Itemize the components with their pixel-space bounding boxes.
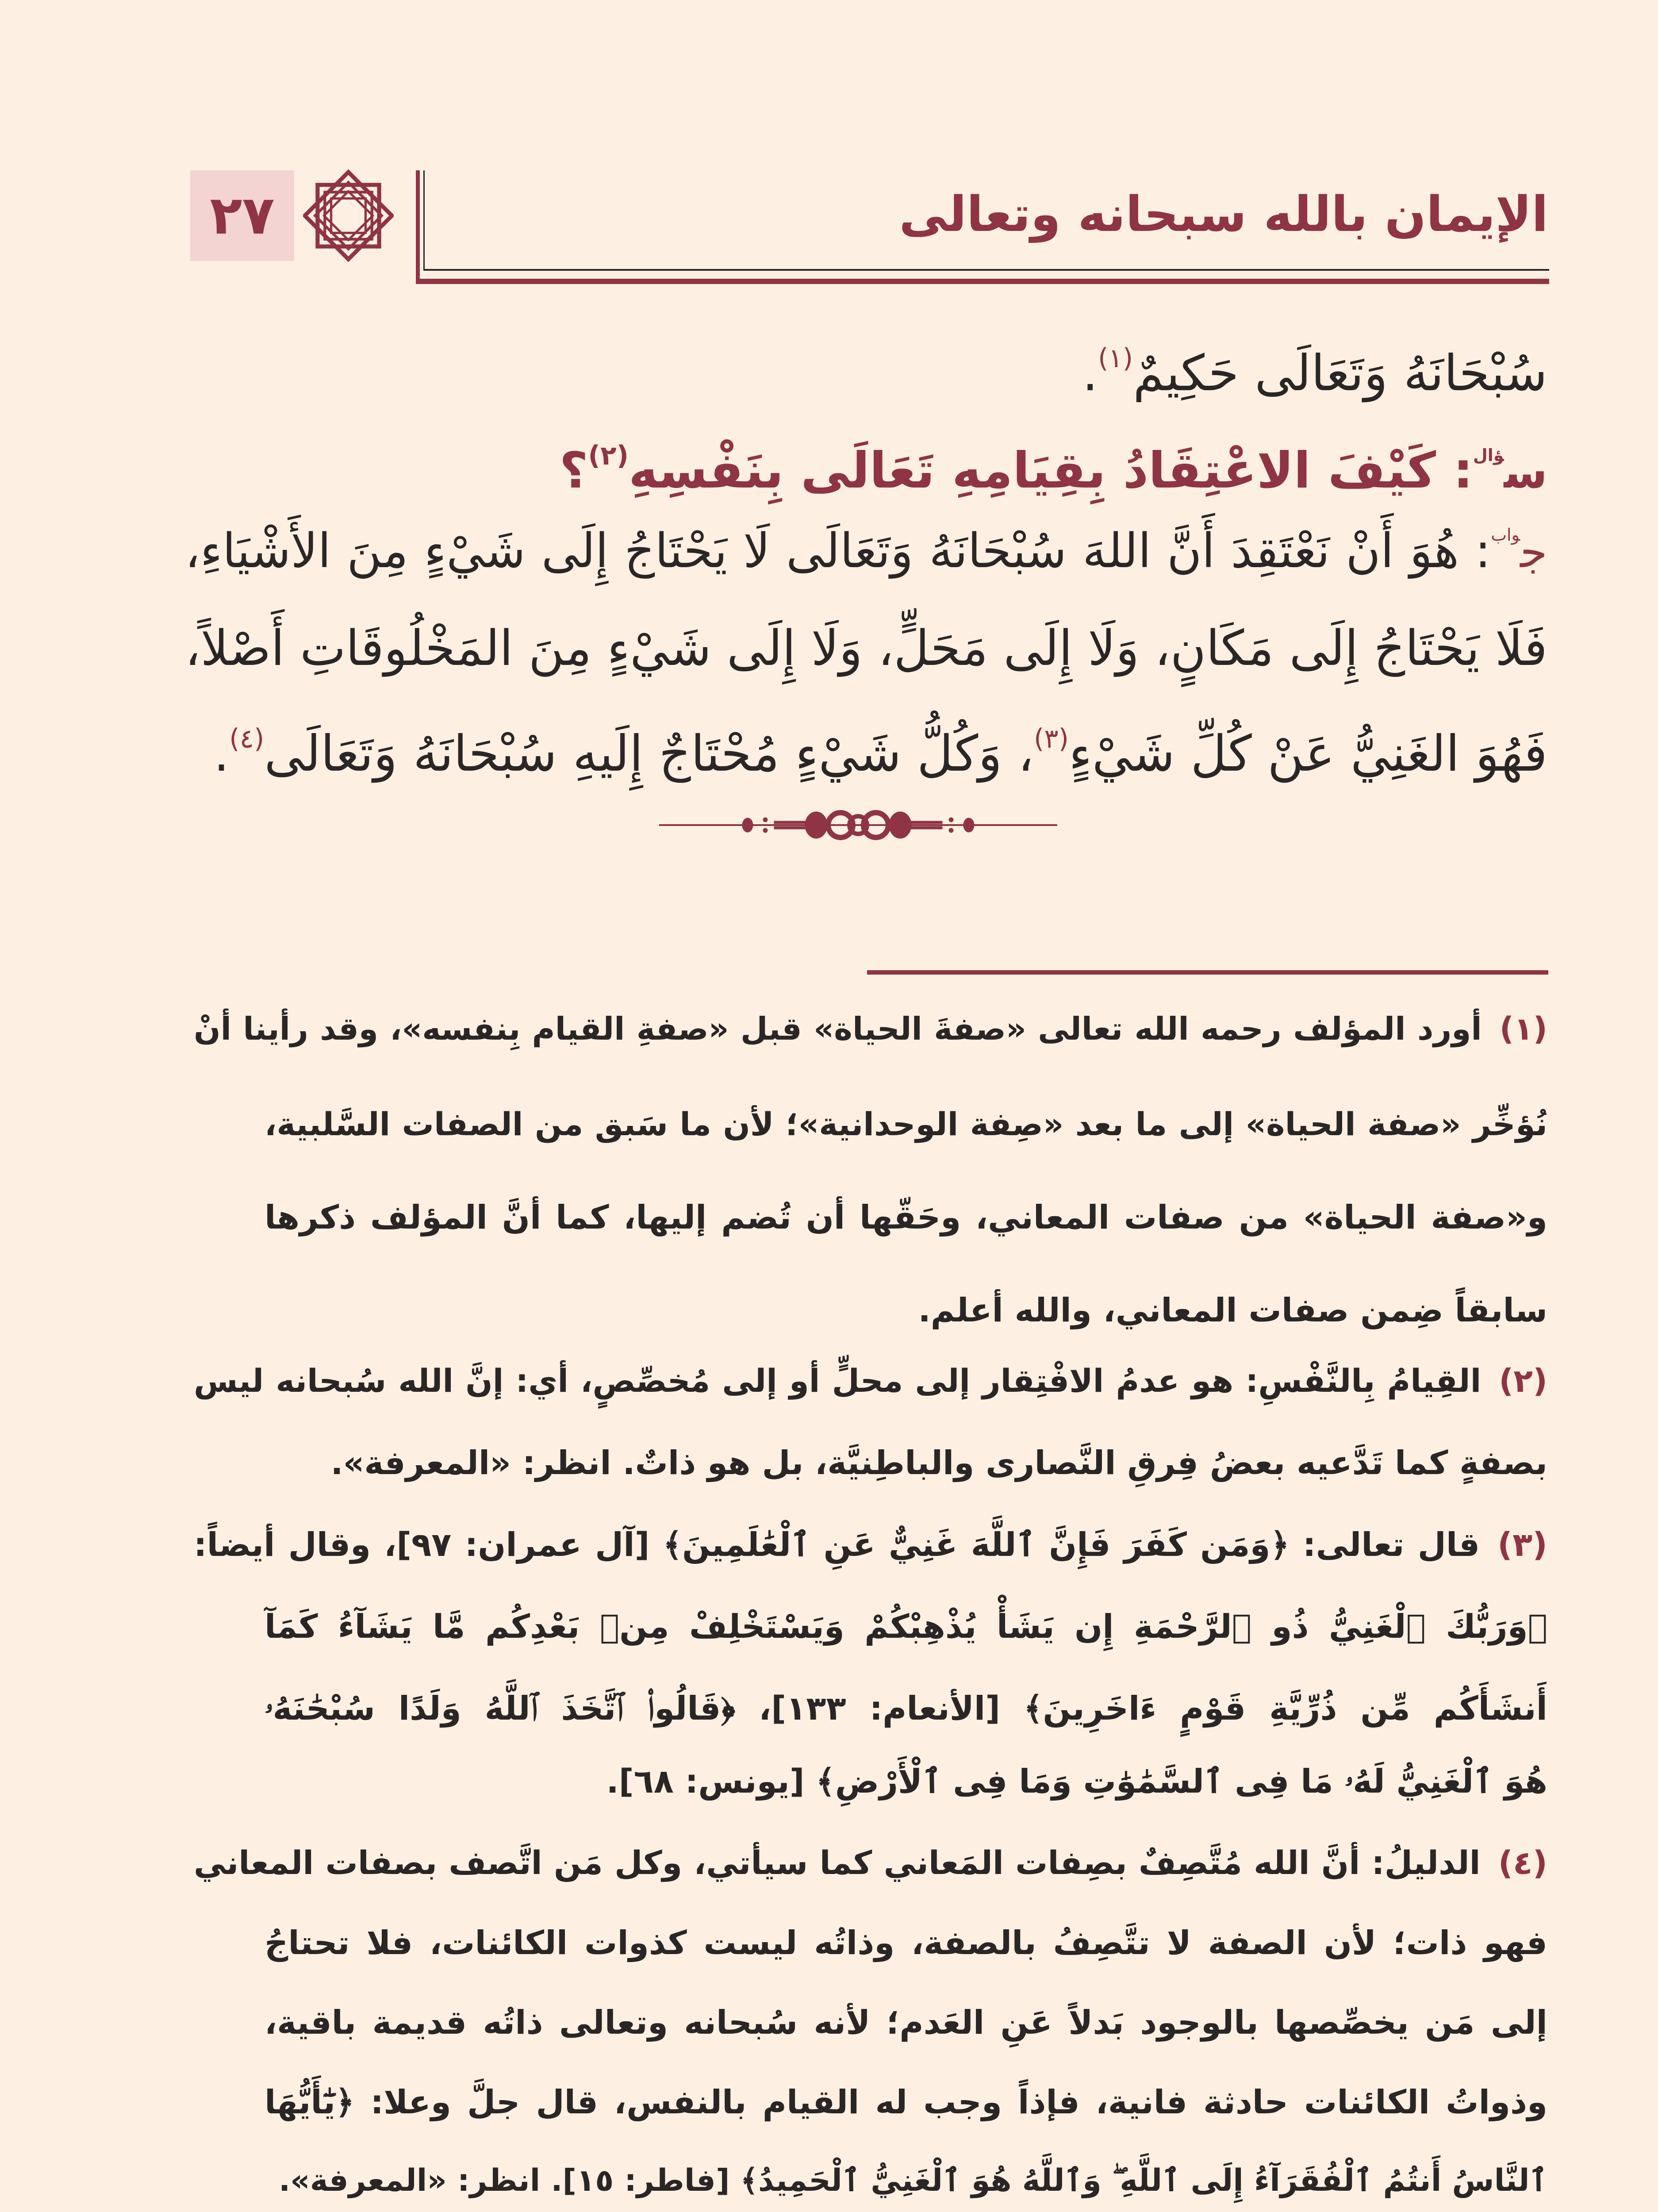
question-mark: ؟ [559, 442, 588, 499]
footnote-separator [867, 970, 1548, 975]
footnote-text: فهو ذات؛ لأن الصفة لا تتَّصِفُ بالصفة، وذاتُه ليست كذوات الكائنات، فلا تحتاجُ [265, 1924, 1547, 1962]
question-marker [1473, 446, 1547, 498]
footnote-term: الدليلُ: [1371, 1844, 1481, 1882]
header-frame-vertical-rule [416, 170, 420, 283]
question-marker-word: ؤال [1473, 445, 1504, 465]
footnote-3-line-1 [194, 1526, 1547, 1564]
header-underline-thick [416, 279, 1549, 284]
answer-marker-letter: ج [1520, 526, 1547, 578]
footnote-1-line-1 [194, 1010, 1547, 1047]
footnote-text: أورد المؤلف رحمه الله تعالى «صفةَ الحياة» قبل «صفةِ القيام بِنفسه»، وقد رأينا أنْ [194, 1010, 1482, 1047]
answer-line-1 [185, 524, 1547, 579]
quran-verse: أَنشَأَكُم مِّن ذُرِّيَّةِ قَوْمٍ ءَاخَرِينَ﴾ [الأنعام: ١٣٣]، ﴿قَالُوا۟ ٱتَّخَذَ ٱللَّهُ وَلَدًا سُبْحَٰنَهُۥ [265, 1690, 1547, 1728]
footnote-text: وذواتُ الكائنات حادثة فانية، فإذاً وجب له القيام بالنفس، قال جلَّ وعلا: ﴿يَٰٓأَيُّهَا [265, 2083, 1547, 2121]
body-line-1 [185, 343, 1547, 402]
ornamental-divider-icon [659, 805, 1057, 845]
footnote-text: أنَّ الله مُتَّصِفٌ بصِفات المَعاني كما سيأتي، وكل مَن اتَّصف بصفات المعاني [194, 1844, 1360, 1882]
footnote-3-line-3 [265, 1690, 1547, 1728]
footnote-4-line-2 [265, 1924, 1547, 1962]
footnote-ref-3[interactable]: (٣) [1033, 723, 1069, 754]
footnote-text: بصفةٍ كما تَدَّعيه بعضُ فِرقِ النَّصارى والباطِنيَّة، بل هو ذاتٌ. انظر: «المعرفة». [330, 1444, 1547, 1482]
footnote-text: قال تعالى: ﴿وَمَن كَفَرَ فَإِنَّ ٱللَّهَ غَنِيٌّ عَنِ ٱلْعَٰلَمِينَ﴾ [آل عمران: ٩٧]، وقال أيضاً: [194, 1526, 1480, 1564]
footnote-2-line-2 [265, 1444, 1547, 1482]
answer-line-2 [185, 620, 1547, 676]
answer-line-3 [185, 723, 1547, 783]
footnote-4-line-1 [194, 1844, 1547, 1882]
period: . [1082, 345, 1098, 402]
eight-point-star-icon [303, 168, 394, 263]
answer-text-2: فَلَا يَحْتَاجُ إِلَى مَكَانٍ، وَلَا إِلَى مَحَلٍّ، وَلَا إِلَى شَيْءٍ مِنَ المَخْلُوقَاتِ أَصْلاً، [185, 620, 1547, 676]
question-marker-letter: س [1504, 446, 1547, 498]
footnote-text: سابقاً ضِمن صفات المعاني، والله أعلم. [918, 1291, 1547, 1329]
answer-text-3b: ، وَكُلُّ شَيْءٍ مُحْتَاجٌ إِلَيهِ سُبْحَانَهُ وَتَعَالَى [264, 725, 1034, 783]
footnote-number-1: (١) [1499, 1010, 1547, 1047]
running-header-title: الإيمان بالله سبحانه وتعالى [899, 186, 1548, 242]
footnote-ref-1[interactable]: (١) [1098, 343, 1133, 374]
header-frame-thin-rule [423, 170, 425, 270]
footnote-3-line-2 [265, 1608, 1547, 1646]
footnote-1-line-2 [265, 1106, 1547, 1143]
period: . [213, 725, 230, 783]
footnote-ref-2[interactable]: (٢) [588, 440, 629, 471]
footnote-text: هو عدمُ الافْتِقار إلى محلٍّ أو إلى مُخصِّصٍ، أي: إنَّ الله سُبحانه ليس [194, 1362, 1234, 1399]
footnote-3-line-4 [265, 1763, 1547, 1801]
answer-text-1: : هُوَ أَنْ نَعْتَقِدَ أَنَّ اللهَ سُبْحَانَهُ وَتَعَالَى لَا يَحْتَاجُ إِلَى شَيْءٍ مِنَ الأَشْيَاءِ، [185, 524, 1491, 579]
footnote-1-line-3 [265, 1198, 1547, 1237]
question-line [185, 440, 1547, 499]
header-underline-thin [423, 269, 1549, 271]
quran-verse: ﴿وَرَبُّكَ ٱلْغَنِيُّ ذُو ٱلرَّحْمَةِ إِن يَشَأْ يُذْهِبْكُمْ وَيَسْتَخْلِفْ مِنۢ بَعْدِكُم مَّا يَشَآءُ كَمَآ [265, 1608, 1547, 1646]
question-text: : كَيْفَ الاعْتِقَادُ بِقِيَامِهِ تَعَالَى بِنَفْسِهِ [629, 442, 1473, 499]
quran-verse: هُوَ ٱلْغَنِيُّ لَهُۥ مَا فِى ٱلسَّمَٰوَٰتِ وَمَا فِى ٱلْأَرْضِ﴾ [يونس: ٦٨]. [606, 1763, 1547, 1801]
footnote-4-line-3 [265, 2004, 1547, 2042]
footnote-4-line-5 [265, 2163, 1547, 2198]
footnote-number-4: (٤) [1498, 1844, 1547, 1882]
body-text: سُبْحَانَهُ وَتَعَالَى حَكِيمٌ [1133, 345, 1547, 402]
footnote-ref-4[interactable]: (٤) [229, 723, 265, 754]
footnote-2-line-1 [194, 1362, 1548, 1399]
footnote-number-3: (٣) [1497, 1526, 1547, 1564]
footnote-number-2: (٢) [1499, 1362, 1548, 1399]
footnote-text: و«صفة الحياة» من صفات المعاني، وحَقّها أن تُضم إليها، كما أنَّ المؤلف ذكرها [265, 1198, 1547, 1237]
answer-marker-word: واب [1491, 525, 1520, 545]
answer-text-3a: فَهُوَ الغَنِيُّ عَنْ كُلِّ شَيْءٍ [1069, 725, 1547, 783]
footnote-term: القِيامُ بِالنَّفْسِ: [1245, 1362, 1481, 1399]
footnote-1-line-4 [265, 1291, 1547, 1329]
page-number-box [190, 170, 294, 261]
quran-verse: ٱلنَّاسُ أَنتُمُ ٱلْفُقَرَآءُ إِلَى ٱللَّهِ ۖ وَٱللَّهُ هُوَ ٱلْغَنِيُّ ٱلْحَمِيدُ﴾ [فاطر: ١٥]. انظر: «المعرفة». [278, 2163, 1547, 2198]
footnote-text: نُؤخِّر «صفة الحياة» إلى ما بعد «صِفة الوحدانية»؛ لأن ما سَبق من الصفات السَّلبية، [265, 1106, 1547, 1143]
page-number: ٢٧ [210, 185, 275, 246]
answer-marker [1491, 526, 1547, 578]
footnote-text: إلى مَن يخصِّصها بالوجود بَدلاً عَنِ العَدم؛ لأنه سُبحانه وتعالى ذاتُه قديمة باقية، [265, 2004, 1547, 2042]
footnote-4-line-4 [265, 2083, 1547, 2121]
